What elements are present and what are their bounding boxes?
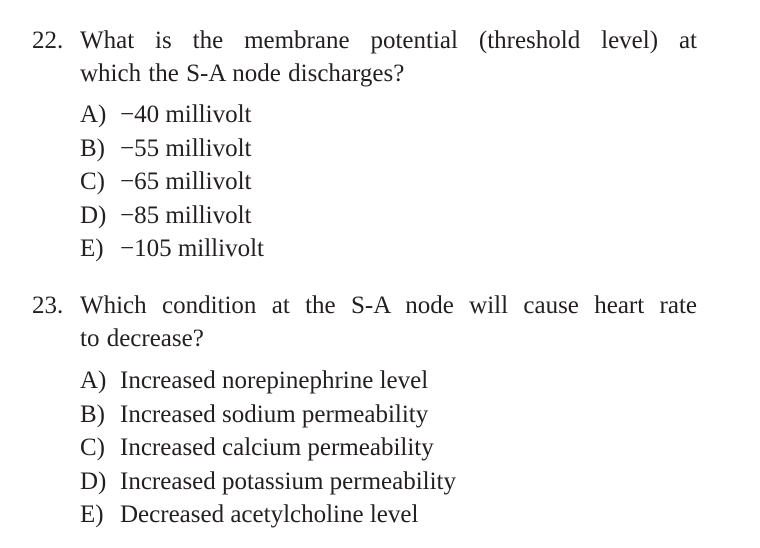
answer-option bbox=[80, 132, 264, 166]
option-text: −65 millivolt bbox=[120, 168, 252, 195]
option-text: Increased norepinephrine level bbox=[120, 367, 429, 394]
option-letter: E) bbox=[80, 235, 104, 262]
option-text: Decreased acetylcholine level bbox=[120, 501, 419, 528]
option-letter: D) bbox=[80, 201, 107, 229]
option-text: Increased potassium permeability bbox=[120, 467, 456, 495]
option-letter: A) bbox=[80, 367, 107, 394]
question-number: 22. bbox=[32, 27, 64, 54]
answer-option bbox=[80, 98, 264, 132]
option-text: −55 millivolt bbox=[120, 134, 252, 162]
answer-option bbox=[80, 364, 456, 398]
option-text: −85 millivolt bbox=[120, 201, 252, 229]
question-stem-line: to decrease? bbox=[80, 325, 204, 352]
option-text: −105 millivolt bbox=[120, 235, 264, 262]
question-stem bbox=[80, 289, 720, 355]
question-stem-line: What is the membrane potential (threshold level) at bbox=[80, 27, 697, 54]
option-letter: E) bbox=[80, 501, 104, 528]
answer-option bbox=[80, 199, 264, 233]
answer-option bbox=[80, 498, 456, 532]
option-letter: D) bbox=[80, 467, 107, 495]
answer-option bbox=[80, 232, 264, 266]
answer-option bbox=[80, 431, 456, 465]
answer-options bbox=[80, 364, 456, 532]
question-number: 23. bbox=[32, 292, 64, 319]
option-letter: B) bbox=[80, 400, 105, 428]
answer-option bbox=[80, 465, 456, 499]
option-text: Increased calcium permeability bbox=[120, 434, 434, 461]
option-letter: C) bbox=[80, 434, 105, 461]
option-letter: B) bbox=[80, 134, 105, 162]
answer-options bbox=[80, 98, 264, 266]
answer-option bbox=[80, 165, 264, 199]
question-stem bbox=[80, 24, 720, 90]
question-stem-line: Which condition at the S-A node will cause heart rate bbox=[80, 292, 697, 319]
question-stem-line: which the S-A node discharges? bbox=[80, 60, 405, 87]
option-letter: A) bbox=[80, 101, 107, 128]
option-text: −40 millivolt bbox=[120, 101, 252, 128]
option-text: Increased sodium permeability bbox=[120, 400, 429, 428]
answer-option bbox=[80, 398, 456, 432]
option-letter: C) bbox=[80, 168, 105, 195]
